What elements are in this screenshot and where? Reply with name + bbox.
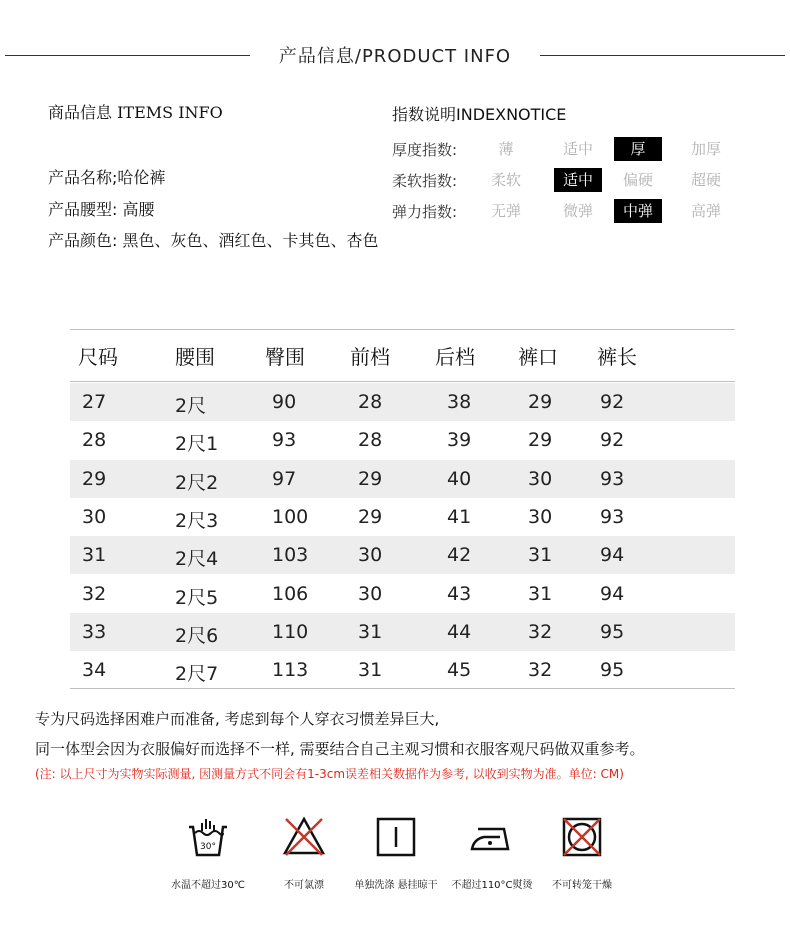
table-cell: 113: [272, 659, 309, 682]
index-option: 无弹: [490, 202, 521, 220]
product-colors: 产品颜色: 黑色、灰色、酒红色、卡其色、杏色: [48, 231, 379, 250]
index-row-label: 弹力指数:: [392, 203, 458, 221]
table-header-rule: [70, 381, 735, 382]
index-option: 适中: [562, 140, 593, 158]
index-option-selected: 适中: [554, 168, 602, 192]
table-cell: 30: [82, 505, 107, 528]
table-cell: 2尺: [175, 395, 207, 417]
table-cell: 38: [447, 391, 472, 413]
table-cell: 2尺3: [175, 509, 219, 532]
table-cell: 30: [528, 467, 553, 490]
page-title: 产品信息/PRODUCT INFO: [278, 46, 512, 67]
title-rule-right: [540, 55, 785, 56]
index-option: 微弹: [562, 202, 593, 220]
table-cell: 97: [272, 467, 297, 490]
note-line-2: 同一体型会因为衣服偏好而选择不一样, 需要结合自己主观习惯和衣服客观尺码做双重参考。: [35, 740, 645, 758]
index-option: 偏硬: [622, 171, 653, 189]
table-cell: 41: [447, 505, 472, 528]
no-bleach-icon: [282, 815, 326, 859]
table-cell: 31: [358, 659, 383, 682]
table-cell: 2尺2: [175, 471, 219, 494]
product-name: 产品名称;哈伦裤: [48, 168, 166, 187]
table-cell: 93: [600, 467, 625, 490]
table-cell: 95: [600, 659, 625, 682]
product-waist: 产品腰型: 高腰: [48, 200, 155, 219]
hand-wash-temp: 30°: [200, 842, 216, 852]
table-cell: 94: [600, 582, 625, 605]
note-line-1: 专为尺码选择困难户而准备, 考虑到每个人穿衣习惯差异巨大,: [35, 710, 440, 728]
table-header-cell: 腰围: [175, 345, 215, 369]
table-header-cell: 前档: [350, 345, 390, 369]
table-header-cell: 尺码: [78, 345, 118, 369]
care-label: 单独洗涤 悬挂晾干: [354, 880, 438, 891]
index-notice-heading: 指数说明INDEXNOTICE: [392, 105, 567, 124]
table-cell: 39: [447, 429, 472, 452]
table-cell: 92: [600, 391, 625, 413]
table-row: [70, 498, 735, 536]
no-tumble-dry-icon: [560, 815, 604, 859]
index-row-label: 柔软指数:: [392, 172, 458, 190]
index-option-selected: 中弹: [614, 199, 662, 223]
table-row: [70, 613, 735, 651]
table-cell: 28: [82, 429, 107, 452]
table-header-cell: 臀围: [265, 345, 305, 369]
table-cell: 30: [358, 582, 383, 605]
table-cell: 34: [82, 659, 107, 682]
hand-wash-icon: [186, 815, 230, 859]
table-cell: 2尺4: [175, 548, 219, 571]
table-cell: 103: [272, 544, 309, 567]
table-row: [70, 651, 735, 689]
table-top-rule: [70, 329, 735, 330]
table-cell: 93: [272, 429, 297, 452]
hang-dry-icon: [374, 815, 418, 859]
table-cell: 94: [600, 544, 625, 567]
table-header-cell: 裤长: [597, 345, 637, 369]
index-option-selected: 厚: [614, 137, 662, 161]
table-cell: 93: [600, 505, 625, 528]
table-bottom-rule: [70, 688, 735, 689]
table-cell: 27: [82, 391, 107, 413]
table-cell: 28: [358, 429, 383, 452]
table-cell: 29: [358, 505, 383, 528]
table-cell: 2尺7: [175, 663, 219, 686]
table-cell: 32: [528, 620, 553, 643]
care-label: 不可转笼干燥: [552, 880, 612, 891]
table-row: [70, 536, 735, 574]
table-row: [70, 383, 735, 421]
table-row: [70, 460, 735, 498]
title-rule-left: [5, 55, 250, 56]
index-option: 超硬: [690, 171, 721, 189]
table-cell: 31: [528, 544, 553, 567]
table-row: [70, 421, 735, 459]
table-cell: 106: [272, 582, 309, 605]
care-label: 不可氯漂: [284, 880, 324, 891]
care-label: 水温不超过30℃: [171, 880, 245, 891]
table-cell: 32: [82, 582, 107, 605]
index-row-label: 厚度指数:: [392, 141, 458, 159]
iron-icon: [470, 815, 514, 859]
table-header-cell: 裤口: [518, 345, 558, 369]
table-cell: 2尺1: [175, 433, 219, 456]
table-cell: 29: [358, 467, 383, 490]
table-cell: 2尺6: [175, 624, 219, 647]
index-option: 加厚: [690, 140, 721, 158]
table-cell: 33: [82, 620, 107, 643]
table-cell: 30: [528, 505, 553, 528]
index-option: 高弹: [690, 202, 721, 220]
table-cell: 43: [447, 582, 472, 605]
table-cell: 92: [600, 429, 625, 452]
index-option: 柔软: [490, 171, 521, 189]
table-cell: 31: [82, 544, 107, 567]
table-row: [70, 575, 735, 613]
care-label: 不超过110°C熨烫: [451, 880, 533, 891]
table-header-cell: 后档: [435, 345, 475, 369]
table-cell: 44: [447, 620, 472, 643]
table-cell: 32: [528, 659, 553, 682]
table-cell: 95: [600, 620, 625, 643]
table-cell: 30: [358, 544, 383, 567]
table-cell: 29: [528, 429, 553, 452]
table-cell: 110: [272, 620, 309, 643]
table-cell: 31: [358, 620, 383, 643]
table-cell: 90: [272, 391, 297, 413]
table-cell: 29: [82, 467, 107, 490]
table-cell: 29: [528, 391, 553, 413]
table-cell: 45: [447, 659, 472, 682]
items-info-heading: 商品信息 ITEMS INFO: [48, 103, 223, 122]
table-cell: 40: [447, 467, 472, 490]
index-option: 薄: [498, 140, 514, 158]
table-cell: 100: [272, 505, 309, 528]
measurement-disclaimer: (注: 以上尺寸为实物实际测量, 因测量方式不同会有1-3cm误差相关数据作为参考, 以收到实物为准。单位: CM): [35, 767, 624, 781]
table-cell: 2尺5: [175, 586, 219, 609]
table-cell: 31: [528, 582, 553, 605]
table-cell: 42: [447, 544, 472, 567]
table-cell: 28: [358, 391, 383, 413]
